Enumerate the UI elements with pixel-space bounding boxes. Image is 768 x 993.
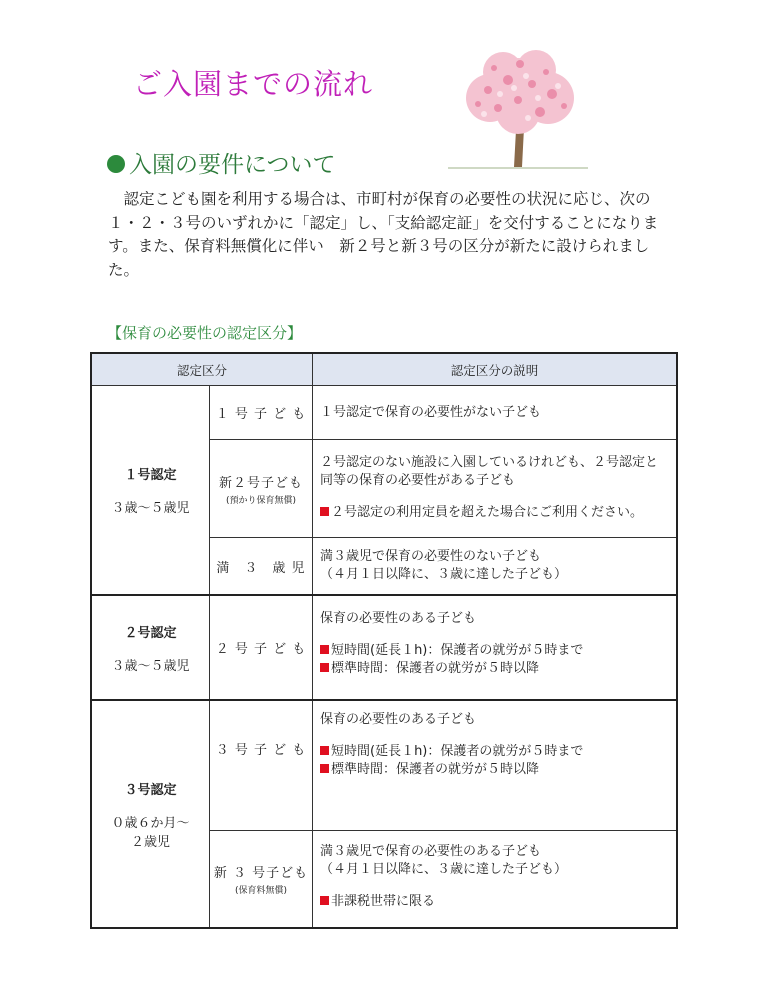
red-square-icon: [320, 507, 329, 516]
description-cell: 保育の必要性のある子ども 短時間(延長１h)：保護者の就労が５時まで 標準時間：保護者の就労が５時以降: [313, 595, 678, 700]
red-square-icon: [320, 764, 329, 773]
description-cell: １号認定で保育の必要性がない子ども: [313, 386, 678, 440]
description-cell: 満３歳児で保育の必要性のない子ども （４月１日以降に、３歳に達した子ども）: [313, 538, 678, 596]
red-square-icon: [320, 663, 329, 672]
header-category: 認定区分: [91, 353, 313, 386]
subtype-cell: ３ 号 子 ど も: [210, 700, 313, 831]
table-row: [91, 700, 677, 831]
table-row: [91, 595, 677, 700]
table-caption: 【保育の必要性の認定区分】: [107, 324, 303, 342]
category-cell: １号認定 ３歳〜５歳児: [91, 386, 210, 596]
cherry-tree-illustration: [448, 50, 588, 172]
description-cell: 満３歳児で保育の必要性のある子ども （４月１日以降に、３歳に達した子ども） 非課税世帯に限る: [313, 831, 678, 929]
subtype-cell: 新２号子ども (預かり保育無償): [210, 440, 313, 538]
certification-table: [90, 352, 678, 929]
category-cell: ２号認定 ３歳〜５歳児: [91, 595, 210, 700]
section-heading: 入園の要件について: [107, 146, 336, 179]
subtype-cell: 新 ３ 号子ども (保育料無償): [210, 831, 313, 929]
description-cell: 保育の必要性のある子ども 短時間(延長１h)：保護者の就労が５時まで 標準時間：保護者の就労が５時以降: [313, 700, 678, 831]
red-square-icon: [320, 896, 329, 905]
subtype-cell: １ 号 子 ど も: [210, 386, 313, 440]
table-row: [91, 386, 677, 440]
bullet-dot-icon: [107, 155, 125, 173]
red-square-icon: [320, 746, 329, 755]
intro-paragraph: 認定こども園を利用する場合は、市町村が保育の必要性の状況に応じ、次の１・２・３号のいずれかに「認定」し、「支給認定証」を交付することになります。また、保育料無償化に伴い 新２号と新３号の区分が新たに設けられました。: [108, 190, 659, 279]
category-cell: ３号認定 ０歳６か月〜 ２歳児: [91, 700, 210, 928]
page-title: ご入園までの流れ: [133, 67, 374, 101]
description-cell: ２号認定のない施設に入園しているけれども、２号認定と同等の保育の必要性がある子ども ２号認定の利用定員を超えた場合にご利用ください。: [313, 440, 678, 538]
subtype-cell: 満 ３ 歳 児: [210, 538, 313, 596]
red-square-icon: [320, 645, 329, 654]
subtype-cell: ２ 号 子 ど も: [210, 595, 313, 700]
header-description: 認定区分の説明: [313, 353, 678, 386]
table-header-row: [91, 353, 677, 386]
